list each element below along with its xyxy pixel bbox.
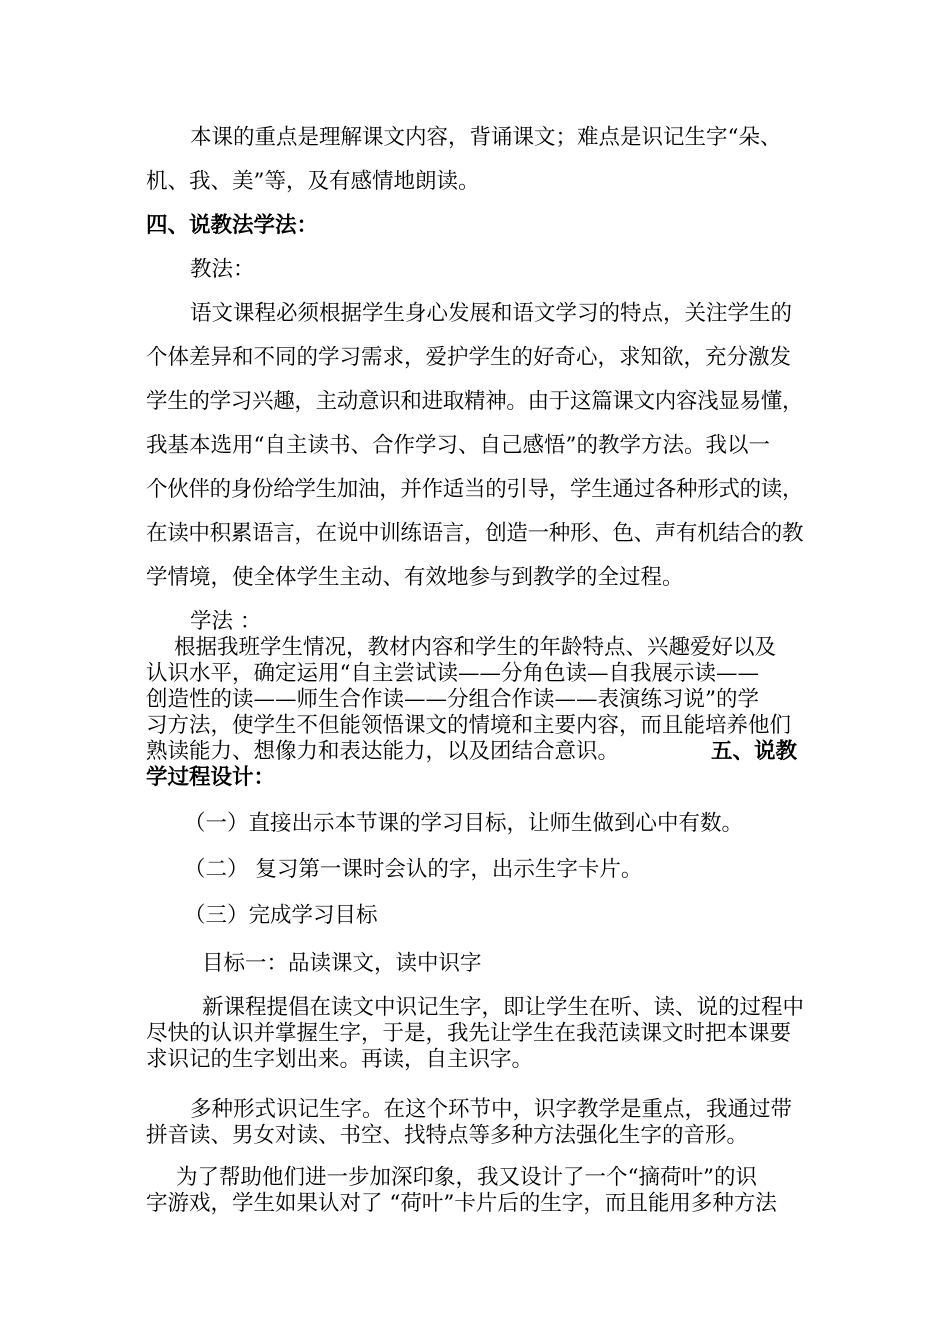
step-2: （二） 复习第一课时会认的字，出示生字卡片。 — [184, 857, 643, 882]
learning-method-line-2: 认识水平，确定运用“自主尝试读——分角色读—自我展示读—— — [146, 661, 759, 686]
teaching-method-line-3: 学生的学习兴趣，主动意识和进取精神。由于这篇课文内容浅显易懂， — [146, 389, 804, 414]
learning-method-line-5 — [146, 740, 811, 764]
teaching-method-line-5: 个伙伴的身份给学生加油，并作适当的引导，学生通过各种形式的读， — [146, 477, 804, 502]
teaching-method-line-2: 个体差异和不同的学习需求，爱护学生的好奇心，求知欲，充分激发 — [146, 345, 792, 370]
teaching-method-label: 教法： — [190, 257, 255, 282]
key-points-line-2: 机、我、美”等，及有感情地朗读。 — [146, 169, 480, 194]
teaching-method-line-4: 我基本选用“自主读书、合作学习、自己感悟”的教学方法。我以一 — [146, 433, 770, 458]
forms-text-line-2: 拼音读、男女对读、书空、找特点等多种方法强化生字的音形。 — [146, 1123, 749, 1148]
step-1: （一）直接出示本节课的学习目标，让师生做到心中有数。 — [184, 811, 744, 836]
step-3: （三）完成学习目标 — [184, 903, 378, 928]
game-text-line-2: 字游戏，学生如果认对了 “荷叶”卡片后的生字，而且能用多种方法 — [146, 1191, 777, 1216]
section-5-heading-part-1: 五、说教 — [711, 739, 798, 764]
section-5-heading-part-2: 学过程设计： — [146, 765, 276, 790]
learning-method-line-3: 创造性的读——师生合作读——分组合作读——表演练习说”的学 — [146, 687, 759, 712]
section-4-heading: 四、说教法学法： — [146, 213, 319, 238]
learning-method-line-5-text: 熟读能力、想像力和表达能力，以及团结合意识。 — [146, 739, 620, 764]
learning-method-label: 学法 ： — [190, 609, 262, 634]
goal-1-text-line-3: 求识记的生字划出来。再读，自主识字。 — [146, 1047, 534, 1072]
goal-1-text-line-1: 新课程提倡在读文中识记生字，即让学生在听、读、说的过程中 — [202, 995, 805, 1020]
goal-1-text-line-2: 尽快的认识并掌握生字，于是，我先让学生在我范读课文时把本课要 — [146, 1021, 792, 1046]
game-text-line-1: 为了帮助他们进一步加深印象，我又设计了一个“摘荷叶”的识 — [176, 1165, 757, 1190]
learning-method-line-1: 根据我班学生情况，教材内容和学生的年龄特点、兴趣爱好以及 — [174, 635, 777, 660]
teaching-method-line-7: 学情境，使全体学生主动、有效地参与到教学的全过程。 — [146, 565, 684, 590]
teaching-method-line-1: 语文课程必须根据学生身心发展和语文学习的特点，关注学生的 — [190, 301, 793, 326]
key-points-line-1: 本课的重点是理解课文内容，背诵课文；难点是识记生字“朵、 — [190, 125, 782, 150]
learning-method-line-4: 习方法，使学生不但能领悟课文的情境和主要内容，而且能培养他们 — [146, 713, 792, 738]
forms-text-line-1: 多种形式识记生字。在这个环节中，识字教学是重点，我通过带 — [190, 1097, 793, 1122]
goal-1: 目标一：品读课文，读中识字 — [202, 951, 482, 976]
teaching-method-line-6: 在读中积累语言，在说中训练语言，创造一种形、色、声有机结合的教 — [146, 521, 804, 546]
